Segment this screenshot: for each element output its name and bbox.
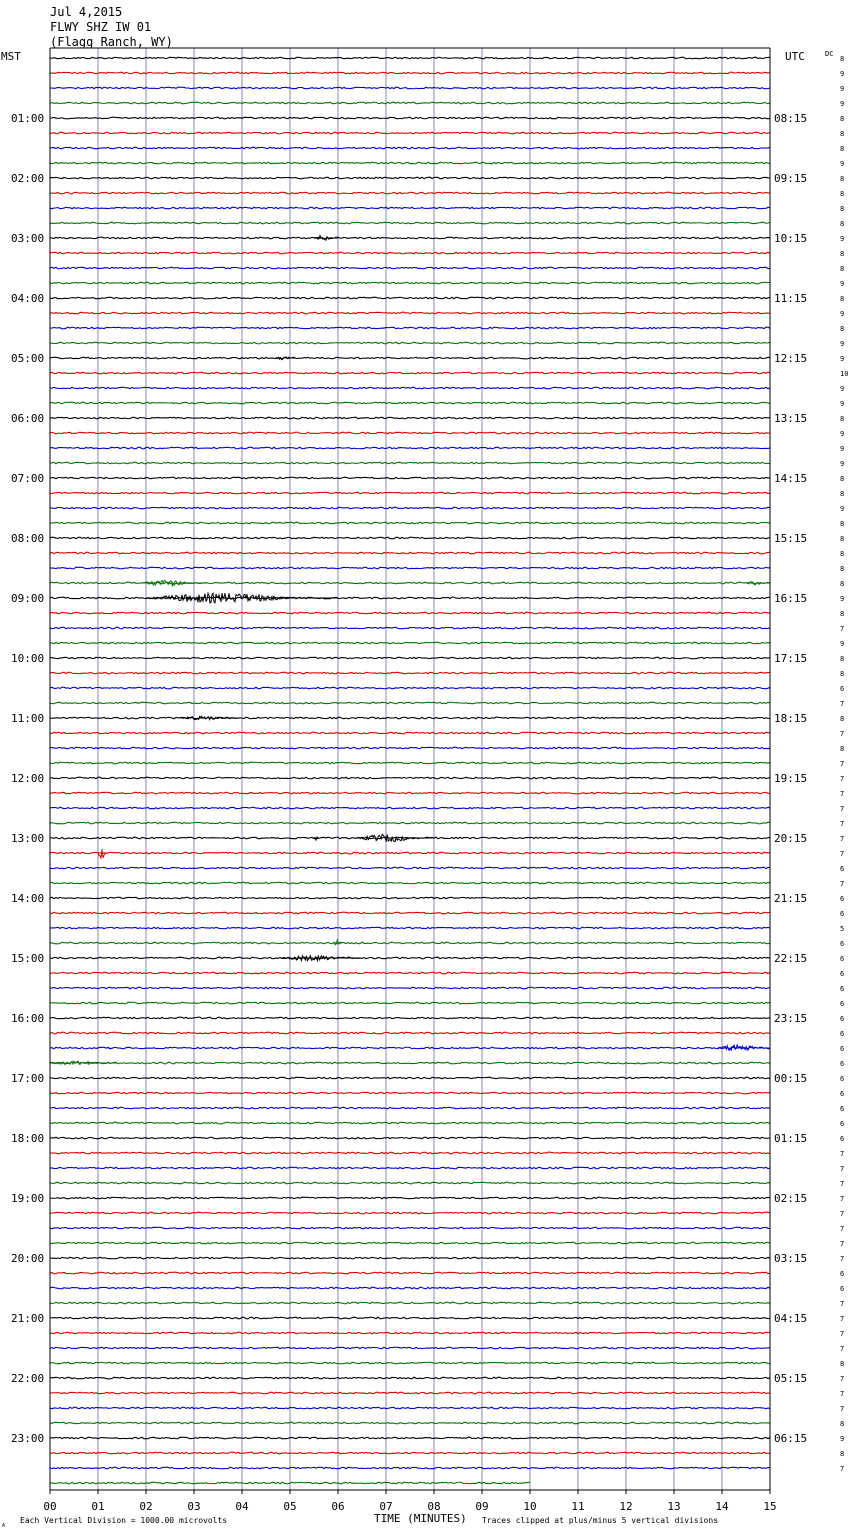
hour-label-utc: 21:15	[774, 892, 808, 905]
dc-offset-label: 7	[840, 1195, 845, 1203]
trace-row	[50, 822, 770, 824]
dc-offset-label: 7	[840, 760, 845, 768]
trace-row	[50, 792, 770, 794]
dc-offset-label: 9	[840, 505, 845, 513]
dc-offset-label: 8	[840, 115, 845, 123]
dc-offset-label: 6	[840, 1270, 845, 1278]
dc-offset-label: 6	[840, 985, 845, 993]
trace-row	[50, 747, 770, 749]
dc-offset-label: 8	[840, 745, 845, 753]
trace-row	[50, 777, 770, 779]
hour-label-mst: 05:00	[11, 352, 45, 365]
trace-row	[50, 1332, 770, 1334]
dc-offset-label: 9	[840, 400, 845, 408]
hour-label-utc: 02:15	[774, 1192, 808, 1205]
trace-row	[50, 1047, 770, 1049]
hour-label-utc: 11:15	[774, 292, 808, 305]
x-tick-label: 03	[187, 1500, 201, 1513]
hour-label-utc: 17:15	[774, 652, 808, 665]
hour-label-utc: 23:15	[774, 1012, 808, 1025]
trace-row	[50, 267, 770, 269]
dc-offset-label: 6	[840, 1030, 845, 1038]
dc-offset-label: 7	[840, 850, 845, 858]
hour-label-mst: 17:00	[11, 1072, 45, 1085]
trace-row	[50, 57, 770, 59]
trace-row	[50, 72, 770, 74]
trace-row	[50, 567, 770, 569]
trace-row	[50, 1302, 770, 1304]
trace-row	[50, 372, 770, 374]
dc-offset-label: 8	[840, 130, 845, 138]
dc-offset-label: 7	[840, 1330, 845, 1338]
dc-offset-label: 7	[840, 1150, 845, 1158]
trace-row	[50, 657, 770, 659]
dc-offset-label: 6	[840, 1090, 845, 1098]
hour-label-utc: 22:15	[774, 952, 808, 965]
trace-row	[50, 687, 770, 689]
right-axis-label: UTC	[785, 50, 805, 63]
x-tick-label: 07	[379, 1500, 393, 1513]
trace-row	[50, 1152, 770, 1154]
trace-row	[50, 582, 770, 584]
x-tick-label: 08	[427, 1500, 441, 1513]
dc-offset-label: 8	[840, 490, 845, 498]
hour-label-mst: 21:00	[11, 1312, 45, 1325]
trace-row	[50, 957, 770, 959]
x-tick-label: 02	[139, 1500, 153, 1513]
dc-offset-label: 7	[840, 1375, 845, 1383]
dc-offset-label: 7	[840, 1165, 845, 1173]
dc-offset-label: 7	[840, 1315, 845, 1323]
x-tick-label: 10	[523, 1500, 537, 1513]
hour-label-mst: 19:00	[11, 1192, 45, 1205]
dc-offset-label: 7	[840, 1390, 845, 1398]
hour-label-mst: 16:00	[11, 1012, 45, 1025]
dc-offset-label: 6	[840, 1075, 845, 1083]
dc-offset-label: 8	[840, 1420, 845, 1428]
footer-left: Each Vertical Division = 1000.00 microvolts	[20, 1516, 228, 1525]
footer-right: Traces clipped at plus/minus 5 vertical divisions	[482, 1516, 719, 1525]
x-tick-label: 04	[235, 1500, 249, 1513]
x-tick-label: 05	[283, 1500, 297, 1513]
trace-row	[50, 462, 770, 464]
hour-label-utc: 05:15	[774, 1372, 808, 1385]
dc-offset-label: 7	[840, 835, 845, 843]
trace-row	[50, 1092, 770, 1094]
dc-offset-label: 7	[840, 880, 845, 888]
hour-label-utc: 12:15	[774, 352, 808, 365]
trace-row	[50, 1032, 770, 1034]
dc-offset-label: 9	[840, 445, 845, 453]
trace-row	[50, 132, 770, 134]
trace-row	[50, 1212, 770, 1214]
hour-label-mst: 12:00	[11, 772, 45, 785]
event-burst	[180, 716, 242, 719]
dc-offset-label: 9	[840, 100, 845, 108]
dc-offset-label: 6	[840, 1285, 845, 1293]
dc-offset-labels	[840, 55, 848, 1473]
trace-row	[50, 222, 770, 224]
trace-row	[50, 537, 770, 539]
dc-offset-label: 7	[840, 625, 845, 633]
hour-label-utc: 09:15	[774, 172, 808, 185]
dc-offset-label: 7	[840, 730, 845, 738]
dc-offset-label: 7	[840, 775, 845, 783]
hour-label-mst: 04:00	[11, 292, 45, 305]
x-tick-label: 09	[475, 1500, 489, 1513]
dc-offset-label: 6	[840, 895, 845, 903]
dc-offset-label: 5	[840, 925, 845, 933]
trace-row	[50, 987, 770, 989]
trace-row	[50, 432, 770, 434]
x-tick-label: 15	[763, 1500, 777, 1513]
dc-offset-label: 6	[840, 955, 845, 963]
x-tick-label: 06	[331, 1500, 345, 1513]
hour-label-mst: 23:00	[11, 1432, 45, 1445]
dc-offset-label: 9	[840, 70, 845, 78]
trace-row	[50, 252, 770, 254]
hour-label-utc: 14:15	[774, 472, 808, 485]
trace-row	[50, 627, 770, 629]
trace-row	[50, 1107, 770, 1109]
dc-offset-label: 7	[840, 1210, 845, 1218]
dc-offset-label: 7	[840, 1300, 845, 1308]
dc-offset-label: 8	[840, 265, 845, 273]
x-tick-labels	[43, 1490, 776, 1513]
left-axis-label: MST	[1, 50, 21, 63]
hour-label-mst: 22:00	[11, 1372, 45, 1385]
trace-row	[50, 732, 770, 734]
dc-offset-label: 6	[840, 970, 845, 978]
x-tick-label: 01	[91, 1500, 105, 1513]
trace-row	[50, 1122, 770, 1124]
hour-label-mst: 07:00	[11, 472, 45, 485]
trace-row	[50, 492, 770, 494]
trace-row	[50, 1137, 770, 1139]
dc-offset-label: 10	[840, 370, 849, 378]
trace-row	[50, 1347, 770, 1349]
dc-offset-label: 8	[840, 175, 845, 183]
dc-offset-label: 7	[840, 1465, 845, 1473]
event-burst	[98, 849, 107, 858]
trace-row	[50, 1467, 770, 1469]
event-burst	[108, 1047, 112, 1048]
dc-offset-label: 9	[840, 385, 845, 393]
dc-offset-label: 7	[840, 790, 845, 798]
dc-offset-label: 8	[840, 715, 845, 723]
hour-label-mst: 01:00	[11, 112, 45, 125]
hour-label-mst: 13:00	[11, 832, 45, 845]
dc-offset-label: 6	[840, 1060, 845, 1068]
hour-label-utc: 00:15	[774, 1072, 808, 1085]
dc-offset-label: 8	[840, 220, 845, 228]
trace-row	[50, 327, 770, 329]
trace-row	[50, 552, 770, 554]
header-date: Jul 4,2015	[50, 5, 123, 19]
trace-row	[50, 1422, 770, 1424]
trace-row	[50, 1257, 770, 1259]
trace-row	[50, 117, 770, 119]
hour-label-mst: 10:00	[11, 652, 45, 665]
trace-row	[50, 702, 770, 704]
dc-offset-label: 9	[840, 280, 845, 288]
hour-label-utc: 01:15	[774, 1132, 808, 1145]
dc-offset-label: 7	[840, 1180, 845, 1188]
dc-offset-label: 9	[840, 355, 845, 363]
x-tick-label: 12	[619, 1500, 633, 1513]
trace-row	[50, 1077, 770, 1079]
trace-row	[50, 312, 770, 314]
dc-offset-label: 6	[840, 1135, 845, 1143]
hour-label-utc: 13:15	[774, 412, 808, 425]
trace-row	[50, 1452, 770, 1454]
hour-label-mst: 02:00	[11, 172, 45, 185]
dc-offset-label: 7	[840, 700, 845, 708]
trace-row	[50, 1362, 770, 1364]
trace-row	[50, 1062, 770, 1064]
dc-offset-label: 7	[840, 805, 845, 813]
hour-label-utc: 15:15	[774, 532, 808, 545]
hour-label-utc: 16:15	[774, 592, 808, 605]
x-tick-label: 13	[667, 1500, 681, 1513]
dc-offset-label: 6	[840, 685, 845, 693]
trace-row	[50, 912, 770, 914]
dc-offset-label: 6	[840, 865, 845, 873]
hour-label-utc: 10:15	[774, 232, 808, 245]
dc-offset-label: 8	[840, 415, 845, 423]
dc-offset-label: 8	[840, 1450, 845, 1458]
dc-offset-label: 9	[840, 85, 845, 93]
dc-offset-label: 7	[840, 1405, 845, 1413]
trace-row	[50, 1287, 770, 1289]
trace-row	[50, 972, 770, 974]
dc-offset-label: 9	[840, 1435, 845, 1443]
trace-row	[50, 717, 770, 719]
trace-row	[50, 522, 770, 524]
dc-offset-label: 7	[840, 1255, 845, 1263]
dc-offset-label: 6	[840, 1015, 845, 1023]
event-burst	[276, 357, 295, 360]
hour-label-utc: 20:15	[774, 832, 808, 845]
trace-row	[50, 762, 770, 764]
trace-row	[50, 612, 770, 614]
header-location: (Flagg Ranch, WY)	[50, 35, 173, 49]
hour-label-utc: 19:15	[774, 772, 808, 785]
dc-offset-label: 8	[840, 250, 845, 258]
dc-offset-label: 6	[840, 910, 845, 918]
corner-mark: A	[2, 1523, 6, 1529]
trace-row	[50, 927, 770, 929]
dc-offset-label: 8	[840, 670, 845, 678]
trace-row	[50, 1392, 770, 1394]
dc-offset-label: 8	[840, 325, 845, 333]
trace-row	[50, 387, 770, 389]
trace-row	[50, 1182, 770, 1184]
trace-row	[50, 1272, 770, 1274]
trace-row	[50, 447, 770, 449]
dc-offset-label: 9	[840, 460, 845, 468]
hour-label-mst: 08:00	[11, 532, 45, 545]
dc-offset-label: 8	[840, 535, 845, 543]
dc-offset-label: 8	[840, 580, 845, 588]
dc-offset-label: 9	[840, 235, 845, 243]
trace-row	[50, 357, 770, 359]
dc-offset-label: 9	[840, 595, 845, 603]
trace-row	[50, 177, 770, 179]
dc-offset-label: 8	[840, 475, 845, 483]
hour-label-mst: 06:00	[11, 412, 45, 425]
dc-offset-label: 8	[840, 190, 845, 198]
dc-offset-label: 8	[840, 520, 845, 528]
x-tick-label: 00	[43, 1500, 57, 1513]
dc-offset-label: 8	[840, 550, 845, 558]
trace-row	[50, 207, 770, 209]
dc-offset-label: 6	[840, 1000, 845, 1008]
trace-row	[50, 807, 770, 809]
hour-label-mst: 15:00	[11, 952, 45, 965]
trace-row	[50, 882, 770, 884]
hour-label-mst: 14:00	[11, 892, 45, 905]
hour-label-mst: 11:00	[11, 712, 45, 725]
trace-row	[50, 192, 770, 194]
trace-row	[50, 1317, 770, 1319]
seismic-events	[50, 236, 770, 1065]
dc-offset-label: 8	[840, 655, 845, 663]
trace-row	[50, 477, 770, 479]
trace-row	[50, 147, 770, 149]
trace-row	[50, 87, 770, 89]
dc-offset-label: 8	[840, 295, 845, 303]
dc-offset-label: 9	[840, 160, 845, 168]
trace-row	[50, 852, 770, 854]
trace-row	[50, 1197, 770, 1199]
dc-offset-label: 8	[840, 205, 845, 213]
trace-row	[50, 1017, 770, 1019]
hour-label-utc: 06:15	[774, 1432, 808, 1445]
trace-row	[50, 642, 770, 644]
trace-row	[50, 672, 770, 674]
trace-row	[50, 897, 770, 899]
dc-offset-label: 9	[840, 430, 845, 438]
trace-row	[50, 1377, 770, 1379]
hour-label-mst: 20:00	[11, 1252, 45, 1265]
dc-offset-label: 8	[840, 55, 845, 63]
hour-label-utc: 04:15	[774, 1312, 808, 1325]
hour-label-utc: 08:15	[774, 112, 808, 125]
hour-label-mst: 03:00	[11, 232, 45, 245]
trace-row	[50, 867, 770, 869]
dc-offset-label: 9	[840, 340, 845, 348]
dc-offset-label: 7	[840, 1345, 845, 1353]
dc-offset-label: 6	[840, 1045, 845, 1053]
dc-offset-label: 7	[840, 1225, 845, 1233]
dc-offset-label: 7	[840, 820, 845, 828]
dc-offset-label: 8	[840, 145, 845, 153]
trace-row	[50, 507, 770, 509]
dc-offset-label: 7	[840, 1240, 845, 1248]
trace-row	[50, 282, 770, 284]
x-axis-title: TIME (MINUTES)	[374, 1512, 467, 1525]
dc-offset-label: 9	[840, 310, 845, 318]
hour-label-utc: 18:15	[774, 712, 808, 725]
x-tick-label: 11	[571, 1500, 585, 1513]
x-tick-label: 14	[715, 1500, 729, 1513]
trace-row	[50, 417, 770, 419]
dc-offset-label: 6	[840, 940, 845, 948]
dc-offset-label: 9	[840, 640, 845, 648]
dc-offset-label: 8	[840, 1360, 845, 1368]
trace-row	[50, 1407, 770, 1409]
dc-offset-label: 8	[840, 610, 845, 618]
trace-row	[50, 1002, 770, 1004]
trace-row	[50, 342, 770, 344]
trace-row	[50, 162, 770, 164]
trace-row	[50, 1227, 770, 1229]
trace-row	[50, 942, 770, 944]
header-station: FLWY SHZ IW 01	[50, 20, 152, 34]
seismic-traces	[50, 57, 770, 1484]
trace-row	[50, 102, 770, 104]
hour-label-utc: 03:15	[774, 1252, 808, 1265]
dc-label: DC	[825, 50, 834, 58]
trace-row	[50, 1437, 770, 1439]
trace-row	[50, 402, 770, 404]
dc-offset-label: 8	[840, 565, 845, 573]
trace-row	[50, 237, 770, 239]
trace-row	[50, 1242, 770, 1244]
hour-label-mst: 09:00	[11, 592, 45, 605]
trace-row	[50, 297, 770, 299]
dc-offset-label: 6	[840, 1105, 845, 1113]
hour-label-mst: 18:00	[11, 1132, 45, 1145]
trace-row	[50, 1167, 770, 1169]
dc-offset-label: 6	[840, 1120, 845, 1128]
